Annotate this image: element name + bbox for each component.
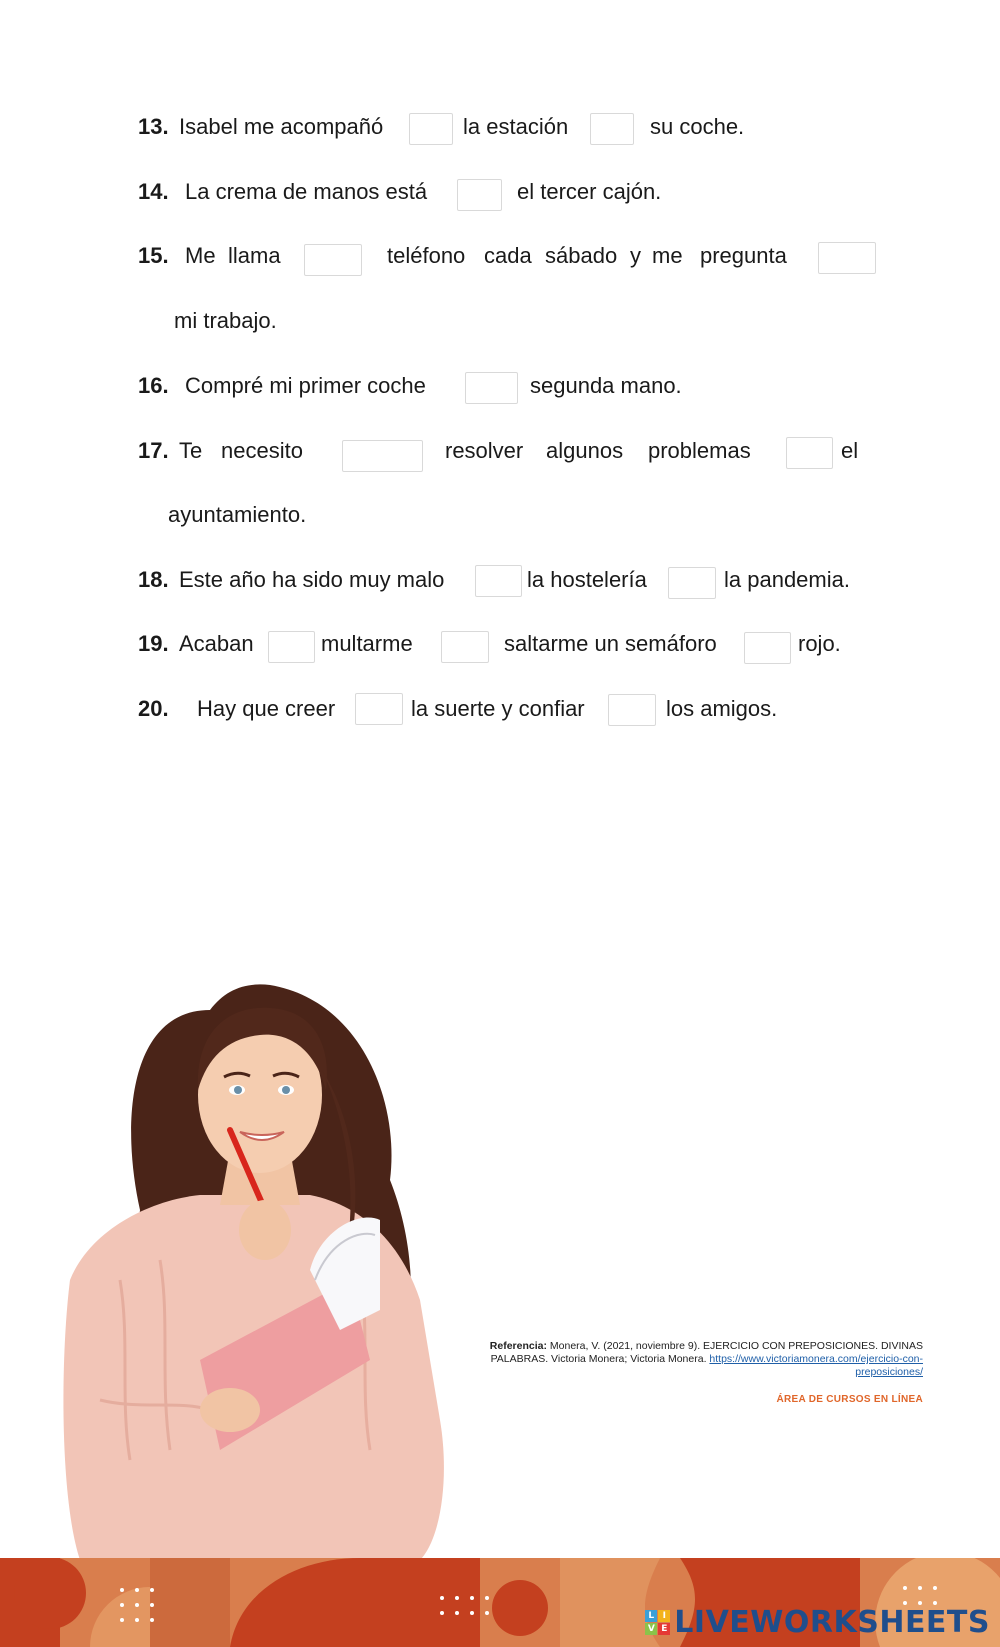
exercise-20-blank-2[interactable] (608, 694, 656, 726)
exercise-20-blank-1[interactable] (355, 693, 403, 725)
exercise-17-text-1: Te (179, 438, 203, 463)
exercise-14-text-2: el tercer cajón. (517, 179, 662, 204)
woman-with-notebook-illustration (60, 980, 480, 1560)
exercise-13-number: 13. (138, 114, 169, 139)
exercise-19-text-1: Acaban (179, 631, 254, 656)
exercise-17-text-6: el (841, 438, 859, 463)
exercise-16-text-2: segunda mano. (530, 373, 682, 398)
exercise-20-text-2: la suerte y confiar (411, 696, 585, 721)
exercise-13-blank-1[interactable] (409, 113, 453, 145)
exercise-18-blank-1[interactable] (475, 565, 522, 597)
area-label: ÁREA DE CURSOS EN LÍNEA (776, 1394, 923, 1405)
exercise-13-text-1: Isabel me acompañó (179, 114, 384, 139)
liveworksheets-logo[interactable] (645, 1602, 990, 1642)
exercise-17-text-7: ayuntamiento. (168, 502, 307, 527)
exercise-15-blank-1[interactable] (304, 244, 362, 276)
exercise-19-text-3: saltarme un semáforo (504, 631, 717, 656)
exercise-14-text-1: La crema de manos está (185, 179, 428, 204)
exercise-17-text-4: algunos (546, 438, 624, 463)
exercise-17-blank-2[interactable] (786, 437, 833, 469)
liveworksheets-wordmark: LIVEWORKSHEETS (674, 1604, 990, 1640)
exercise-17-text-2: necesito (221, 438, 303, 463)
exercise-14-blank-1[interactable] (457, 179, 502, 211)
reference-label: Referencia: (489, 1340, 547, 1352)
exercise-15-text-8: pregunta (700, 243, 787, 268)
exercise-17-blank-1[interactable] (342, 440, 423, 472)
exercise-13-blank-2[interactable] (590, 113, 634, 145)
exercise-15-text-1: Me (185, 243, 216, 268)
exercise-19-text-2: multarme (321, 631, 413, 656)
exercise-13-text-3: su coche. (650, 114, 745, 139)
exercise-19-blank-1[interactable] (268, 631, 315, 663)
exercise-14-number: 14. (138, 179, 169, 204)
exercise-18-text-2: la hostelería (527, 567, 647, 592)
exercise-17-number: 17. (138, 438, 169, 463)
exercise-19-number: 19. (138, 631, 169, 656)
exercise-list (0, 0, 1000, 760)
exercise-15-blank-2[interactable] (818, 242, 876, 274)
exercise-20-number: 20. (138, 696, 169, 721)
exercise-20-text-3: los amigos. (666, 696, 778, 721)
exercise-16-blank-1[interactable] (465, 372, 518, 404)
exercise-20-text-1: Hay que creer (197, 696, 336, 721)
exercise-19-text-4: rojo. (798, 631, 841, 656)
exercise-17-text-3: resolver (445, 438, 524, 463)
exercise-15-text-6: y (630, 243, 641, 268)
exercise-18-text-1: Este año ha sido muy malo (179, 567, 445, 592)
exercise-15-text-9: mi trabajo. (174, 308, 277, 333)
exercise-15-number: 15. (138, 243, 169, 268)
exercise-18-text-3: la pandemia. (724, 567, 850, 592)
exercise-15-text-7: me (652, 243, 683, 268)
exercise-15-text-5: sábado (545, 243, 618, 268)
exercise-19-blank-2[interactable] (441, 631, 489, 663)
exercise-18-blank-2[interactable] (668, 567, 716, 599)
exercise-18-number: 18. (138, 567, 169, 592)
exercise-16-text-1: Compré mi primer coche (185, 373, 426, 398)
reference-text: Monera, V. (2021, noviembre 9). EJERCICIO CON PREPOSICIONES. DIVINAS PALABRAS. Victoria Monera; Victoria Monera. (490, 1340, 923, 1365)
exercise-19-blank-3[interactable] (744, 632, 791, 664)
reference-citation (460, 1340, 923, 1379)
reference-link[interactable]: https://www.victoriamonera.com/ejercicio-con-preposiciones/ (709, 1353, 923, 1378)
liveworksheets-badge-icon: L I V E (645, 1610, 670, 1635)
exercise-13-text-2: la estación (463, 114, 569, 139)
exercise-17-text-5: problemas (648, 438, 751, 463)
exercise-15-text-2: llama (228, 243, 281, 268)
exercise-16-number: 16. (138, 373, 169, 398)
exercise-15-text-4: cada (484, 243, 532, 268)
exercise-15-text-3: teléfono (387, 243, 466, 268)
